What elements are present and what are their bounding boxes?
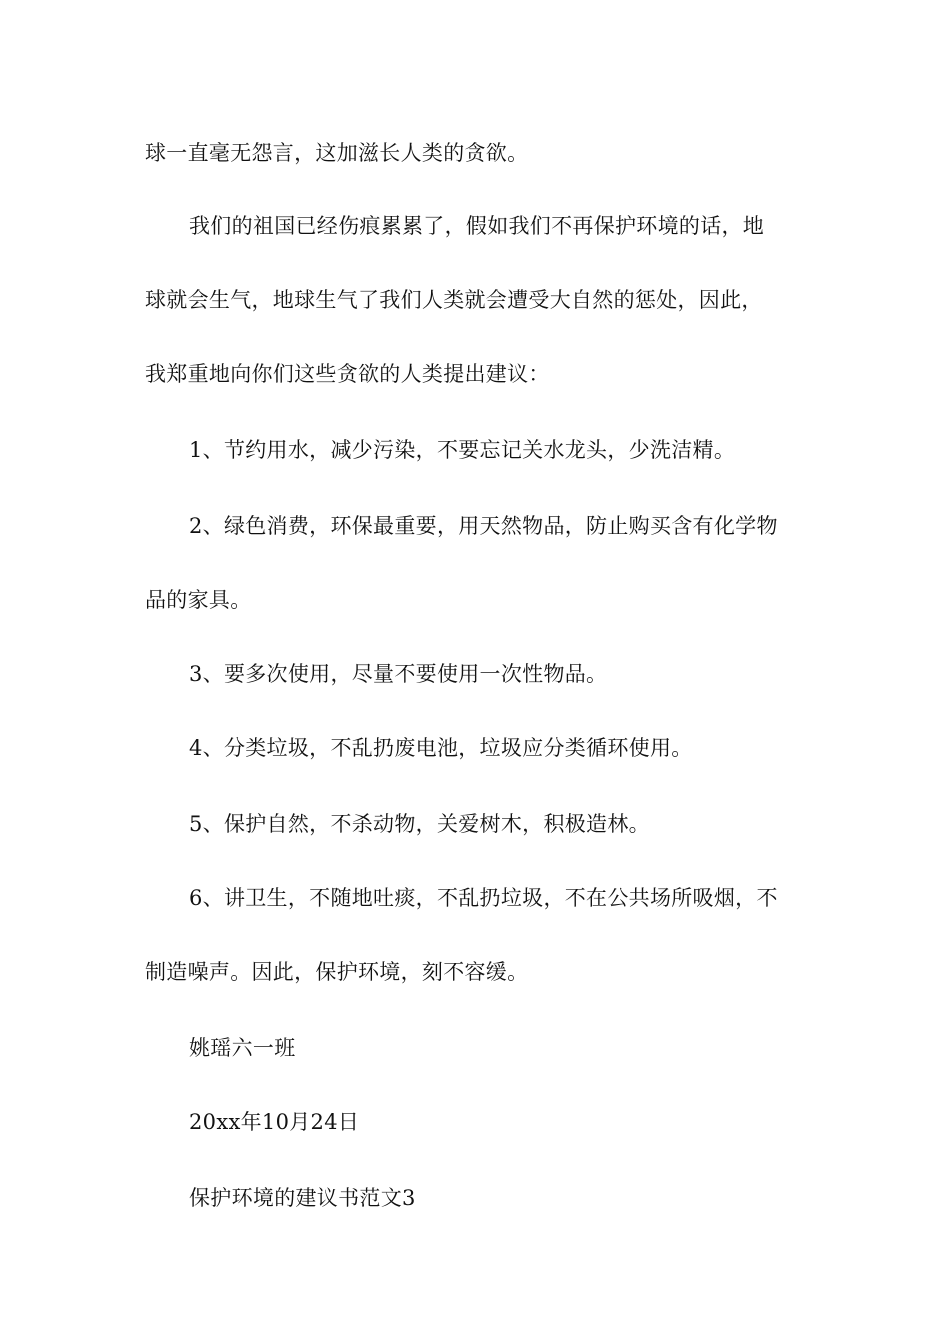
- list-item-continuation: 品的家具。: [145, 588, 252, 612]
- list-item: 1、节约用水，减少污染，不要忘记关水龙头，少洗洁精。: [189, 438, 736, 462]
- list-item-continuation: 制造噪声。因此，保护环境，刻不容缓。: [145, 960, 529, 984]
- section-title: 保护环境的建议书范文3: [189, 1186, 416, 1210]
- list-item: 4、分类垃圾，不乱扔废电池，垃圾应分类循环使用。: [189, 736, 693, 760]
- paragraph-line: 球一直毫无怨言，这加滋长人类的贪欲。: [145, 141, 529, 165]
- list-item: 6、讲卫生，不随地吐痰，不乱扔垃圾，不在公共场所吸烟，不: [189, 886, 778, 910]
- paragraph-line: 我们的祖国已经伤痕累累了，假如我们不再保护环境的话，地: [189, 214, 765, 238]
- list-item: 3、要多次使用，尽量不要使用一次性物品。: [189, 662, 608, 686]
- list-item: 5、保护自然，不杀动物，关爱树木，积极造林。: [189, 812, 650, 836]
- paragraph-line: 球就会生气，地球生气了我们人类就会遭受大自然的惩处，因此，: [145, 288, 763, 312]
- signature: 姚瑶六一班: [189, 1036, 296, 1060]
- paragraph-line: 我郑重地向你们这些贪欲的人类提出建议：: [145, 362, 550, 386]
- date: 20xx年10月24日: [189, 1110, 360, 1134]
- list-item: 2、绿色消费，环保最重要，用天然物品，防止购买含有化学物: [189, 514, 778, 538]
